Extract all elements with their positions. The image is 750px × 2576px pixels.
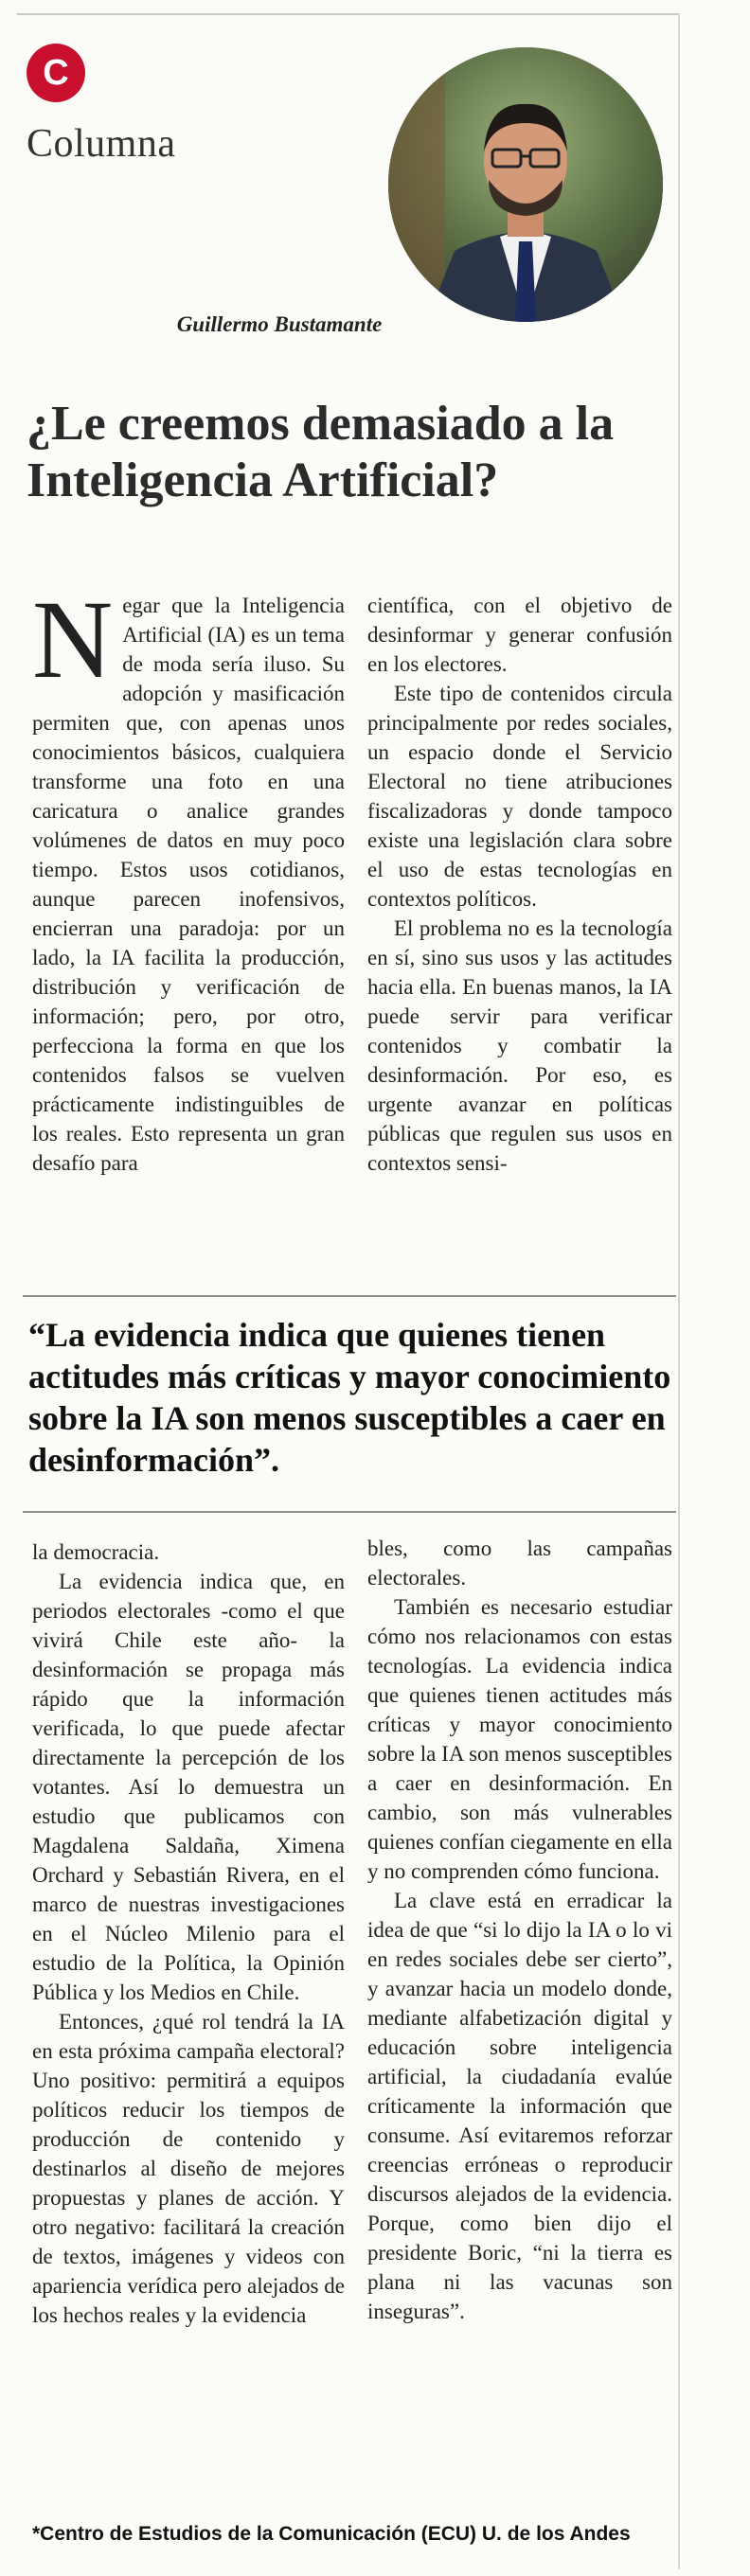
paragraph: También es necesario estudiar cómo nos relacionamos con estas tecnologías. La evidencia indica que quienes tienen actitudes más críticas y mayor conocimiento sobre la IA son menos susceptibles a caer en desinformación. En cambio, son más vulnerables quienes confían ciegamente en ella y no comprenden cómo funciona.	[367, 1595, 672, 1883]
paragraph: Entonces, ¿qué rol tendrá la IA en esta próxima campaña electoral? Uno positivo: permitirá a equipos políticos reducir los tiempos de producción de contenido y destinarlos al diseño de mejores propuestas y planes de acción. Y otro negativo: facilitará la creación de textos, imágenes y videos con apariencia verídica pero alejados de los hechos reales y la evidencia	[32, 2010, 345, 2327]
section-label: Columna	[27, 122, 176, 166]
drop-cap: N	[32, 577, 114, 702]
headline	[27, 396, 670, 509]
pull-quote-top-rule	[23, 1295, 676, 1297]
headline-line-1: ¿Le creemos demasiado a la	[27, 397, 615, 451]
paragraph: bles, como las campañas electorales.	[367, 1537, 672, 1590]
pull-quote: “La evidencia indica que quienes tienen actitudes más críticas y mayor conocimiento sobre la IA son menos susceptibles a caer en desinformación”.	[28, 1316, 671, 1479]
author-portrait-image	[388, 47, 663, 322]
author-photo	[388, 47, 663, 322]
paragraph: científica, con el objetivo de desinformar y generar confusión en los electores.	[367, 594, 672, 676]
body-column-3	[32, 1537, 345, 2330]
author-byline: Guillermo Bustamante	[176, 312, 383, 336]
paragraph: Negar que la Inteligencia Artificial (IA) es un tema de moda sería iluso. Su adopción y masificación permiten que, con apenas unos conocimientos básicos, cualquiera transforme una foto en una caricatura o analice grandes volúmenes de datos en muy poco tiempo. Estos usos cotidianos, aunque parecen inofensivos, encierran una paradoja: por un lado, la IA facilita la producción, distribución y verificación de información; pero, por otro, perfecciona la forma en que los contenidos falsos se vuelven prácticamente indistinguibles de los reales. Esto representa un gran desafío para	[32, 577, 345, 1175]
author-affiliation-footer: *Centro de Estudios de la Comunicación (ECU) U. de los Andes	[32, 2523, 631, 2545]
paragraph: La clave está en erradicar la idea de que “si lo dijo la IA o lo vi en redes sociales debe ser cierto”, y avanzar hacia un modelo donde, mediante alfabetización digital y educación sobre inteligencia artificial, la ciudadanía evalúe críticamente la información que consume. Así evitaremos reforzar creencias erróneas o reproducir discursos alejados de la evidencia. Porque, como bien dijo el presidente Boric, “ni la tierra es plana ni las vacunas son inseguras”.	[367, 1889, 672, 2323]
right-column-rule	[678, 13, 680, 2569]
section-badge: C	[27, 44, 85, 102]
body-column-1	[32, 577, 345, 1178]
paragraph: Este tipo de contenidos circula principalmente por redes sociales, un espacio donde el Servicio Electoral no tiene atribuciones fiscalizadoras y donde tampoco existe una legislación clara sobre el uso de estas tecnologías en contextos políticos.	[367, 682, 672, 911]
body-column-4	[367, 1534, 672, 2326]
headline-line-2: Inteligencia Artificial?	[27, 453, 499, 507]
paragraph: la democracia.	[32, 1540, 160, 1564]
paragraph: El problema no es la tecnología en sí, sino sus usos y las actitudes hacia ella. En buenas manos, la IA puede servir para verificar contenidos y combatir la desinformación. Por eso, es urgente avanzar en políticas públicas que regulen sus usos en contextos sensi-	[367, 916, 672, 1175]
paragraph: La evidencia indica que, en periodos electorales -como el que vivirá Chile este año- la desinformación se propaga más rápido que la información verificada, lo que puede afectar directamente la percepción de los votantes. Así lo demuestra un estudio que publicamos con Magdalena Saldaña, Ximena Orchard y Sebastián Rivera, en el marco de nuestras investigaciones en el Núcleo Milenio para el estudio de la Política, la Opinión Pública y los Medios en Chile.	[32, 1570, 345, 2004]
pull-quote-bottom-rule	[23, 1511, 676, 1513]
top-rule	[17, 13, 680, 15]
body-column-2	[367, 591, 672, 1178]
